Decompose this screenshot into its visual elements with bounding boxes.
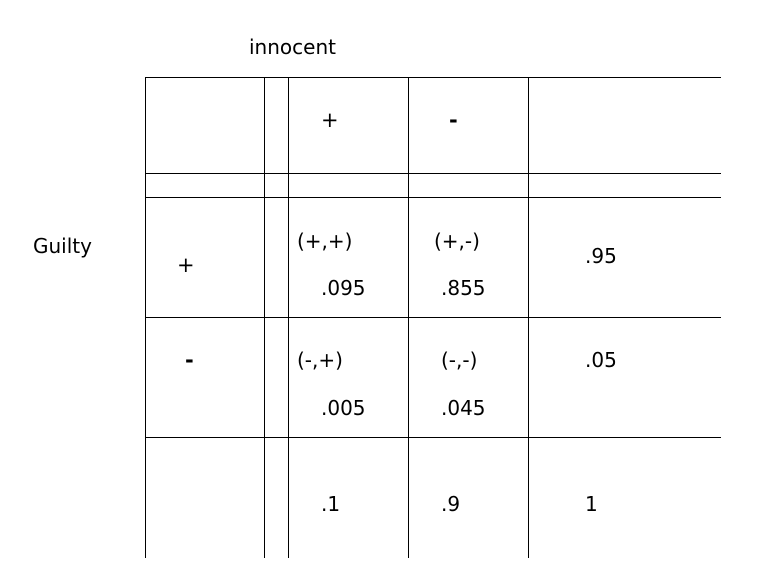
grid-line-left: [145, 77, 146, 558]
row-total-minus: .05: [585, 348, 617, 372]
row-total-plus: .95: [585, 244, 617, 268]
grid-line-top: [145, 77, 721, 78]
cell-pair-minus-minus: (-,-): [441, 348, 478, 372]
column-header-minus: -: [449, 108, 458, 132]
grid-line-header-bottom: [145, 173, 721, 174]
grid-line-spacer-bottom: [145, 197, 721, 198]
cell-prob-plus-plus: .095: [321, 276, 366, 300]
cell-prob-plus-minus: .855: [441, 276, 486, 300]
grid-line-spacer-right: [288, 77, 289, 558]
cell-pair-minus-plus: (-,+): [297, 348, 343, 372]
row-axis-label: Guilty: [33, 234, 92, 258]
cell-pair-plus-plus: (+,+): [297, 229, 353, 253]
column-total-plus: .1: [321, 492, 341, 516]
grid-line-col2-right: [528, 77, 529, 558]
row-header-plus: +: [177, 253, 195, 277]
column-axis-label: innocent: [249, 35, 336, 59]
grid-line-row2-bottom: [145, 437, 721, 438]
cell-prob-minus-plus: .005: [321, 396, 366, 420]
grid-line-col1-right: [408, 77, 409, 558]
grand-total: 1: [585, 492, 598, 516]
grid-line-row1-bottom: [145, 317, 721, 318]
row-header-minus: -: [185, 348, 194, 372]
cell-prob-minus-minus: .045: [441, 396, 486, 420]
cell-pair-plus-minus: (+,-): [434, 229, 480, 253]
column-header-plus: +: [321, 108, 339, 132]
column-total-minus: .9: [441, 492, 461, 516]
grid-line-spacer-left: [264, 77, 265, 558]
